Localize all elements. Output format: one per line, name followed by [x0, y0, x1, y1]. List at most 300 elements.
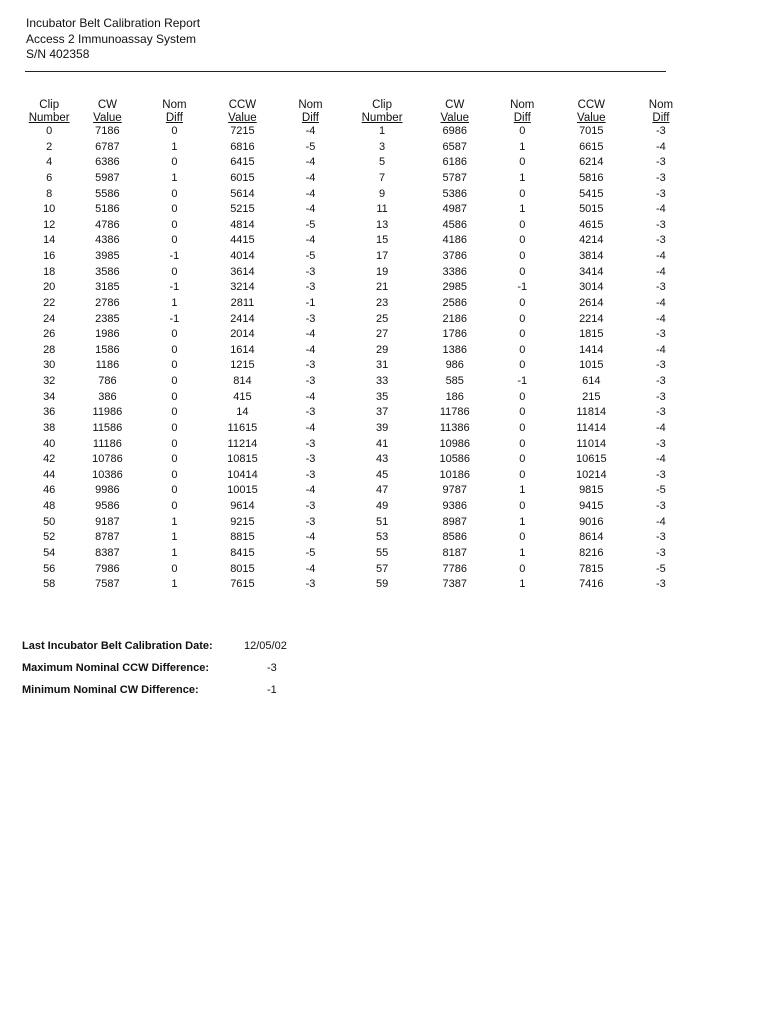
cell-ccw-nom-diff: -5 — [656, 484, 666, 497]
table-row — [26, 155, 696, 171]
cell-clip-number: 49 — [375, 500, 389, 512]
cell-cw-nom-diff: -1 — [169, 250, 180, 262]
cell-cw-value: 4786 — [95, 218, 120, 231]
cell-ccw-value: 6615 — [579, 140, 604, 153]
cell-ccw-nom-diff: -3 — [305, 578, 316, 591]
column-header-line2: Number — [361, 111, 403, 124]
cell-clip-number: 8 — [46, 187, 53, 200]
cell-ccw-value: 4615 — [579, 218, 604, 231]
cell-ccw-value: 7615 — [230, 578, 255, 591]
column-header-line1: CW — [445, 99, 465, 111]
column-header-line2: Value — [93, 111, 122, 124]
cell-ccw-value: 14 — [236, 406, 249, 419]
cell-cw-nom-diff: 0 — [519, 234, 526, 247]
cell-cw-nom-diff: -1 — [517, 375, 528, 387]
column-header-clip-number — [26, 96, 72, 124]
cell-clip-number: 11 — [376, 203, 388, 216]
cell-cw-nom-diff: 1 — [519, 484, 526, 497]
cell-cw-value: 6787 — [95, 140, 120, 153]
cell-cw-value: 986 — [445, 359, 464, 372]
cell-cw-nom-diff: 0 — [171, 328, 178, 341]
cell-ccw-value: 2014 — [230, 328, 255, 341]
column-header-line1: Nom — [298, 99, 323, 111]
cell-ccw-value: 3014 — [579, 281, 604, 294]
table-row — [26, 421, 696, 437]
cell-ccw-nom-diff: -3 — [656, 406, 666, 419]
cell-clip-number: 34 — [43, 390, 56, 403]
cell-clip-number: 45 — [375, 468, 389, 481]
cell-cw-value: 8187 — [442, 546, 467, 559]
cell-ccw-value: 2811 — [230, 296, 255, 309]
cell-cw-value: 9187 — [95, 515, 120, 528]
cell-ccw-nom-diff: -4 — [305, 421, 316, 434]
cell-cw-value: 5987 — [95, 171, 120, 184]
cell-clip-number: 28 — [43, 343, 56, 356]
cell-clip-number: 31 — [375, 359, 389, 372]
cell-clip-number: 20 — [43, 281, 56, 294]
cell-cw-value: 5586 — [95, 187, 120, 200]
column-header-line2: Value — [577, 111, 606, 124]
table-body — [26, 124, 696, 593]
cell-ccw-value: 10214 — [576, 468, 607, 481]
cell-ccw-nom-diff: -4 — [656, 515, 666, 528]
cell-clip-number: 0 — [46, 125, 53, 137]
cell-cw-value: 1386 — [442, 343, 467, 356]
cell-clip-number: 35 — [375, 390, 389, 403]
cell-ccw-nom-diff: -4 — [305, 187, 316, 200]
cell-cw-nom-diff: -1 — [517, 281, 528, 294]
table-header-row — [26, 96, 696, 124]
table-row — [26, 468, 696, 484]
cell-ccw-value: 8015 — [230, 562, 255, 575]
cell-cw-nom-diff: 0 — [519, 250, 526, 262]
cell-cw-nom-diff: 0 — [171, 468, 178, 481]
column-header-line2: Diff — [513, 111, 531, 124]
calibration-summary — [22, 635, 287, 701]
cell-clip-number: 36 — [43, 406, 56, 419]
cell-ccw-nom-diff: -3 — [656, 578, 666, 591]
column-header-line1: CCW — [228, 99, 257, 111]
column-header-line1: Nom — [162, 99, 187, 111]
table-row — [26, 546, 696, 562]
table-row — [26, 218, 696, 234]
cell-cw-nom-diff: 0 — [519, 296, 526, 309]
cell-cw-nom-diff: 0 — [519, 421, 526, 434]
cell-clip-number: 27 — [375, 328, 389, 341]
cell-cw-value: 7186 — [95, 125, 120, 137]
cell-cw-value: 786 — [98, 375, 117, 387]
cell-ccw-nom-diff: -3 — [305, 359, 316, 372]
cell-ccw-value: 1815 — [579, 328, 604, 341]
cell-cw-nom-diff: 0 — [519, 312, 526, 325]
cell-ccw-value: 6415 — [230, 156, 255, 169]
table-row — [26, 499, 696, 515]
cell-ccw-nom-diff: -3 — [305, 437, 316, 450]
cell-ccw-nom-diff: -3 — [656, 171, 666, 184]
cell-ccw-value: 10414 — [227, 468, 258, 481]
cell-cw-nom-diff: 0 — [171, 484, 178, 497]
cell-clip-number: 26 — [43, 328, 56, 341]
cell-ccw-value: 10015 — [227, 484, 258, 497]
column-header-line2: Diff — [301, 111, 319, 124]
cell-clip-number: 41 — [375, 437, 389, 450]
cell-ccw-nom-diff: -4 — [305, 343, 316, 356]
cell-clip-number: 5 — [379, 156, 386, 169]
cell-cw-nom-diff: 0 — [171, 234, 178, 247]
cell-ccw-value: 9614 — [230, 500, 255, 512]
summary-row-calibration-date — [22, 635, 287, 657]
summary-value: -3 — [267, 662, 277, 674]
cell-cw-value: 7786 — [442, 562, 467, 575]
summary-label: Last Incubator Belt Calibration Date: — [22, 640, 213, 652]
cell-ccw-value: 5015 — [579, 203, 604, 216]
cell-ccw-value: 614 — [582, 375, 601, 387]
cell-ccw-value: 6214 — [579, 156, 604, 169]
cell-clip-number: 23 — [375, 296, 389, 309]
cell-ccw-nom-diff: -5 — [305, 546, 316, 559]
cell-ccw-nom-diff: -1 — [305, 296, 316, 309]
cell-ccw-nom-diff: -3 — [305, 453, 316, 466]
cell-cw-value: 11586 — [92, 421, 123, 434]
cell-cw-value: 4586 — [442, 218, 467, 231]
cell-cw-value: 10986 — [439, 437, 471, 450]
table-row — [26, 312, 696, 328]
cell-cw-nom-diff: -1 — [169, 312, 180, 325]
cell-ccw-nom-diff: -4 — [305, 484, 316, 497]
cell-ccw-value: 4415 — [230, 234, 255, 247]
cell-cw-value: 6386 — [95, 156, 120, 169]
cell-ccw-value: 8614 — [579, 531, 604, 544]
column-header-line1: Clip — [39, 99, 60, 111]
cell-cw-nom-diff: 0 — [171, 359, 178, 372]
cell-ccw-nom-diff: -4 — [656, 343, 666, 356]
cell-ccw-nom-diff: -3 — [656, 437, 666, 450]
cell-clip-number: 43 — [375, 453, 389, 466]
cell-cw-value: 585 — [445, 375, 464, 387]
cell-cw-nom-diff: 1 — [171, 515, 178, 528]
cell-cw-value: 8586 — [442, 531, 467, 544]
column-header-line1: Clip — [372, 99, 392, 111]
cell-ccw-nom-diff: -4 — [656, 296, 666, 309]
column-header-clip-number — [342, 96, 421, 124]
cell-cw-nom-diff: 1 — [171, 296, 178, 309]
cell-cw-value: 5386 — [442, 187, 467, 200]
cell-ccw-nom-diff: -3 — [305, 281, 316, 294]
cell-clip-number: 47 — [375, 484, 389, 497]
cell-clip-number: 51 — [375, 515, 389, 528]
cell-ccw-nom-diff: -4 — [656, 203, 666, 216]
cell-ccw-value: 9215 — [230, 515, 255, 528]
table-row — [26, 249, 696, 265]
cell-ccw-nom-diff: -3 — [656, 234, 666, 247]
table-row — [26, 374, 696, 390]
cell-cw-nom-diff: 0 — [171, 375, 178, 387]
cell-ccw-value: 9415 — [579, 500, 604, 512]
cell-cw-nom-diff: 0 — [171, 203, 178, 216]
table-row — [26, 390, 696, 406]
column-header-cw-value — [422, 96, 488, 124]
cell-cw-value: 1586 — [95, 343, 120, 356]
cell-ccw-value: 11014 — [576, 437, 607, 450]
cell-cw-value: 2186 — [442, 312, 467, 325]
cell-ccw-nom-diff: -5 — [656, 562, 666, 575]
cell-cw-value: 5787 — [442, 171, 467, 184]
cell-ccw-value: 1015 — [579, 359, 604, 372]
cell-ccw-nom-diff: -3 — [656, 156, 666, 169]
column-header-line2: Value — [440, 111, 470, 124]
cell-cw-value: 9386 — [442, 500, 467, 512]
cell-clip-number: 2 — [46, 140, 53, 153]
cell-clip-number: 48 — [43, 500, 56, 512]
cell-ccw-nom-diff: -3 — [656, 125, 666, 137]
column-header-cw-value — [72, 96, 142, 124]
cell-ccw-nom-diff: -3 — [656, 546, 666, 559]
cell-cw-nom-diff: -1 — [169, 281, 180, 294]
cell-ccw-nom-diff: -3 — [305, 265, 316, 278]
cell-ccw-value: 215 — [582, 390, 601, 403]
cell-ccw-value: 11214 — [227, 437, 258, 450]
calibration-table — [26, 96, 696, 593]
cell-cw-nom-diff: 1 — [171, 578, 178, 591]
cell-ccw-value: 10815 — [227, 453, 258, 466]
table-row — [26, 577, 696, 593]
cell-cw-nom-diff: 0 — [519, 562, 526, 575]
column-header-line1: CCW — [577, 99, 606, 111]
cell-ccw-value: 7416 — [579, 578, 604, 591]
summary-value: 12/05/02 — [244, 640, 287, 652]
cell-ccw-nom-diff: -3 — [305, 406, 316, 419]
cell-ccw-nom-diff: -3 — [656, 328, 666, 341]
cell-cw-nom-diff: 0 — [171, 390, 178, 403]
cell-clip-number: 42 — [43, 453, 56, 466]
cell-ccw-value: 1614 — [230, 343, 255, 356]
cell-cw-value: 11986 — [92, 406, 123, 419]
table-row — [26, 265, 696, 281]
cell-cw-value: 2786 — [95, 296, 120, 309]
cell-ccw-nom-diff: -4 — [656, 421, 666, 434]
cell-ccw-nom-diff: -4 — [656, 140, 666, 153]
cell-cw-nom-diff: 0 — [519, 406, 526, 419]
cell-cw-nom-diff: 0 — [519, 359, 526, 372]
cell-ccw-value: 2614 — [579, 296, 604, 309]
cell-ccw-value: 5215 — [230, 203, 255, 216]
cell-cw-nom-diff: 1 — [519, 203, 526, 216]
cell-clip-number: 15 — [375, 234, 389, 247]
cell-clip-number: 40 — [43, 437, 56, 450]
cell-cw-nom-diff: 1 — [171, 531, 178, 544]
cell-ccw-nom-diff: -4 — [305, 171, 316, 184]
table-row — [26, 562, 696, 578]
cell-clip-number: 24 — [43, 312, 56, 325]
cell-clip-number: 1 — [379, 125, 386, 137]
cell-ccw-nom-diff: -3 — [656, 531, 666, 544]
cell-ccw-value: 814 — [233, 375, 252, 387]
cell-ccw-nom-diff: -3 — [305, 468, 316, 481]
cell-cw-value: 1986 — [95, 328, 120, 341]
cell-cw-value: 7986 — [95, 562, 120, 575]
cell-cw-nom-diff: 0 — [171, 218, 178, 231]
cell-cw-value: 7587 — [95, 578, 120, 591]
cell-ccw-value: 5816 — [579, 171, 604, 184]
cell-clip-number: 44 — [43, 468, 56, 481]
cell-clip-number: 50 — [43, 515, 56, 528]
table-row — [26, 327, 696, 343]
cell-cw-nom-diff: 0 — [171, 343, 178, 356]
cell-ccw-value: 2214 — [579, 312, 604, 325]
cell-ccw-value: 10615 — [576, 453, 607, 466]
cell-cw-value: 1786 — [442, 328, 467, 341]
column-header-ccw-value — [206, 96, 278, 124]
cell-clip-number: 39 — [375, 421, 389, 434]
column-header-line2: Diff — [652, 111, 670, 124]
cell-ccw-value: 3814 — [579, 250, 604, 262]
column-header-line1: CW — [97, 99, 117, 111]
cell-clip-number: 9 — [379, 187, 386, 200]
cell-clip-number: 59 — [375, 578, 389, 591]
cell-cw-value: 10186 — [439, 468, 471, 481]
cell-ccw-value: 1414 — [579, 343, 604, 356]
cell-clip-number: 13 — [375, 218, 389, 231]
cell-clip-number: 52 — [43, 531, 56, 544]
cell-ccw-nom-diff: -3 — [656, 500, 666, 512]
table-row — [26, 343, 696, 359]
cell-clip-number: 21 — [375, 281, 389, 294]
table-row — [26, 452, 696, 468]
cell-ccw-nom-diff: -3 — [305, 500, 316, 512]
cell-clip-number: 10 — [43, 203, 56, 216]
cell-cw-nom-diff: 0 — [171, 156, 178, 169]
cell-cw-nom-diff: 0 — [519, 468, 526, 481]
cell-cw-nom-diff: 0 — [519, 125, 526, 137]
cell-cw-value: 4386 — [95, 234, 120, 247]
cell-ccw-value: 7015 — [579, 125, 604, 137]
cell-cw-nom-diff: 0 — [171, 562, 178, 575]
table-row — [26, 530, 696, 546]
cell-clip-number: 55 — [375, 546, 389, 559]
cell-cw-value: 3386 — [442, 265, 467, 278]
cell-ccw-value: 8815 — [230, 531, 255, 544]
cell-cw-nom-diff: 0 — [171, 421, 178, 434]
table-row — [26, 124, 696, 140]
cell-cw-nom-diff: 0 — [171, 500, 178, 512]
cell-clip-number: 56 — [43, 562, 56, 575]
cell-ccw-nom-diff: -4 — [656, 312, 666, 325]
cell-cw-value: 11386 — [439, 421, 470, 434]
cell-ccw-value: 1215 — [230, 359, 255, 372]
cell-cw-nom-diff: 0 — [519, 187, 526, 200]
cell-ccw-value: 5415 — [579, 187, 604, 200]
cell-cw-value: 3586 — [95, 265, 120, 278]
column-header-line1: Nom — [648, 99, 674, 111]
cell-cw-value: 1186 — [95, 359, 120, 372]
cell-cw-value: 2586 — [442, 296, 467, 309]
cell-ccw-nom-diff: -3 — [305, 375, 316, 387]
cell-ccw-value: 6816 — [230, 140, 255, 153]
table-row — [26, 437, 696, 453]
cell-clip-number: 30 — [43, 359, 56, 372]
cell-ccw-nom-diff: -3 — [656, 218, 666, 231]
cell-clip-number: 16 — [43, 250, 56, 262]
cell-clip-number: 12 — [43, 218, 56, 231]
cell-cw-value: 9586 — [95, 500, 120, 512]
column-header-ccw-value — [557, 96, 626, 124]
cell-cw-nom-diff: 0 — [171, 265, 178, 278]
cell-ccw-nom-diff: -3 — [305, 515, 316, 528]
summary-row-max-ccw-diff — [22, 657, 277, 679]
cell-cw-value: 3185 — [95, 281, 120, 294]
cell-cw-nom-diff: 0 — [519, 343, 526, 356]
cell-ccw-nom-diff: -4 — [305, 328, 316, 341]
summary-label: Maximum Nominal CCW Difference: — [22, 662, 210, 674]
cell-clip-number: 19 — [375, 265, 389, 278]
table-row — [26, 405, 696, 421]
cell-clip-number: 18 — [43, 265, 56, 278]
summary-row-min-cw-diff — [22, 679, 277, 701]
cell-ccw-value: 3614 — [230, 265, 255, 278]
cell-clip-number: 32 — [43, 375, 56, 387]
column-header-ccw-nom-diff — [279, 96, 343, 124]
cell-cw-value: 2385 — [95, 312, 120, 325]
cell-cw-nom-diff: 0 — [171, 125, 178, 137]
cell-ccw-nom-diff: -3 — [656, 359, 666, 372]
cell-clip-number: 37 — [375, 406, 389, 419]
cell-cw-nom-diff: 1 — [519, 515, 526, 528]
table-row — [26, 171, 696, 187]
cell-ccw-value: 2414 — [230, 312, 255, 325]
system-name: Access 2 Immunoassay System — [26, 31, 197, 46]
cell-ccw-value: 7815 — [579, 562, 604, 575]
cell-cw-value: 8987 — [442, 515, 467, 528]
header-divider — [25, 71, 666, 72]
cell-clip-number: 33 — [375, 375, 389, 387]
cell-cw-value: 8787 — [95, 531, 120, 544]
table-row — [26, 515, 696, 531]
cell-ccw-nom-diff: -4 — [305, 203, 316, 216]
cell-ccw-value: 6015 — [230, 171, 255, 184]
cell-ccw-nom-diff: -4 — [305, 156, 316, 169]
cell-ccw-nom-diff: -4 — [305, 562, 316, 575]
cell-clip-number: 25 — [375, 312, 389, 325]
cell-cw-value: 6986 — [442, 125, 467, 137]
cell-cw-nom-diff: 1 — [519, 578, 526, 591]
serial-number: S/N 402358 — [26, 47, 90, 61]
cell-cw-value: 11186 — [92, 437, 122, 450]
cell-cw-nom-diff: 1 — [171, 546, 178, 559]
cell-cw-nom-diff: 1 — [171, 140, 178, 153]
cell-ccw-nom-diff: -4 — [305, 234, 316, 247]
cell-ccw-nom-diff: -5 — [305, 140, 316, 153]
cell-clip-number: 46 — [43, 484, 56, 497]
column-header-line2: Number — [28, 111, 70, 124]
cell-ccw-nom-diff: -4 — [305, 390, 316, 403]
report-header — [26, 16, 200, 63]
cell-cw-nom-diff: 0 — [519, 218, 526, 231]
column-header-ccw-nom-diff — [626, 96, 696, 124]
column-header-cw-nom-diff — [488, 96, 557, 124]
cell-clip-number: 38 — [43, 421, 56, 434]
cell-clip-number: 57 — [375, 562, 389, 575]
column-header-line2: Diff — [165, 111, 183, 124]
cell-ccw-value: 4214 — [579, 234, 604, 247]
cell-ccw-nom-diff: -3 — [656, 281, 666, 294]
cell-cw-value: 3985 — [95, 250, 120, 262]
cell-ccw-nom-diff: -4 — [656, 453, 666, 466]
cell-ccw-nom-diff: -5 — [305, 218, 316, 231]
cell-clip-number: 14 — [43, 234, 56, 247]
cell-cw-value: 4987 — [442, 203, 467, 216]
cell-clip-number: 7 — [379, 171, 386, 184]
cell-cw-value: 10586 — [439, 453, 471, 466]
